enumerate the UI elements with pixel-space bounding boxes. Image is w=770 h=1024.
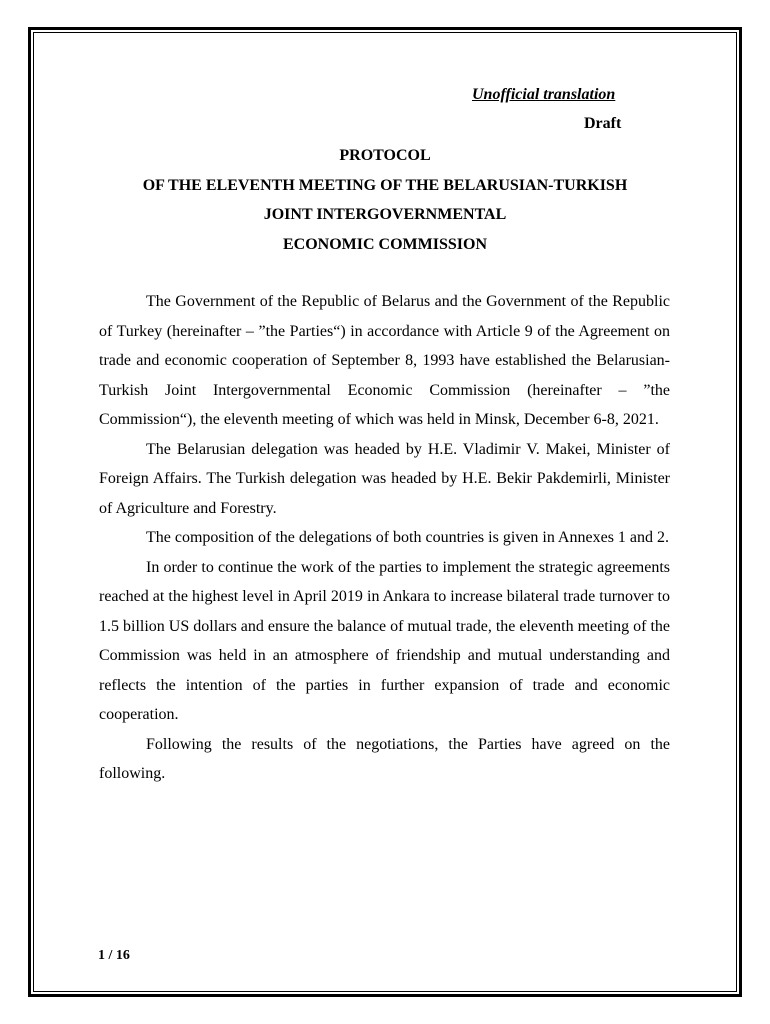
draft-label: Draft xyxy=(584,115,622,132)
paragraph: The composition of the delegations of both countries is given in Annexes 1 and 2. xyxy=(146,529,670,546)
page-number: 1 / 16 xyxy=(98,948,130,963)
document-title xyxy=(100,141,670,259)
paragraph: The Belarusian delegation was headed by H.E. Vladimir V. Makei, Minister of Foreign Affairs. The Turkish delegation was headed by H.E. Bekir Pakdemirli, Minister of Agriculture and Forestry. xyxy=(99,440,670,517)
paragraph: Following the results of the negotiations, the Parties have agreed on the following. xyxy=(99,735,670,782)
title-line-1: PROTOCOL xyxy=(339,147,431,164)
title-line-2: OF THE ELEVENTH MEETING OF THE BELARUSIAN-TURKISH xyxy=(142,176,628,194)
paragraph: The Government of the Republic of Belarus and the Government of the Republic of Turkey (hereinafter – ”the Parties“) in accordance with Article 9 of the Agreement on trade and economic cooperation of September 8, 1993 have established the Belarusian-Turkish Joint Intergovernmental Economic Commission (hereinafter – ”the Commission“), the eleventh meeting of which was held in Minsk, December 6-8, 2021. xyxy=(99,293,670,428)
unofficial-translation-label: Unofficial translation xyxy=(472,86,616,103)
document-body xyxy=(99,287,670,789)
title-line-3: JOINT INTERGOVERNMENTAL xyxy=(263,206,507,223)
paragraph: In order to continue the work of the parties to implement the strategic agreements reached at the highest level in April 2019 in Ankara to increase bilateral trade turnover to 1.5 billion US dollars and ensure the balance of mutual trade, the eleventh meeting of the Commission was held in an atmosphere of friendship and mutual understanding and reflects the intention of the parties in further expansion of trade and economic cooperation. xyxy=(99,558,670,723)
title-line-4: ECONOMIC COMMISSION xyxy=(282,235,487,253)
